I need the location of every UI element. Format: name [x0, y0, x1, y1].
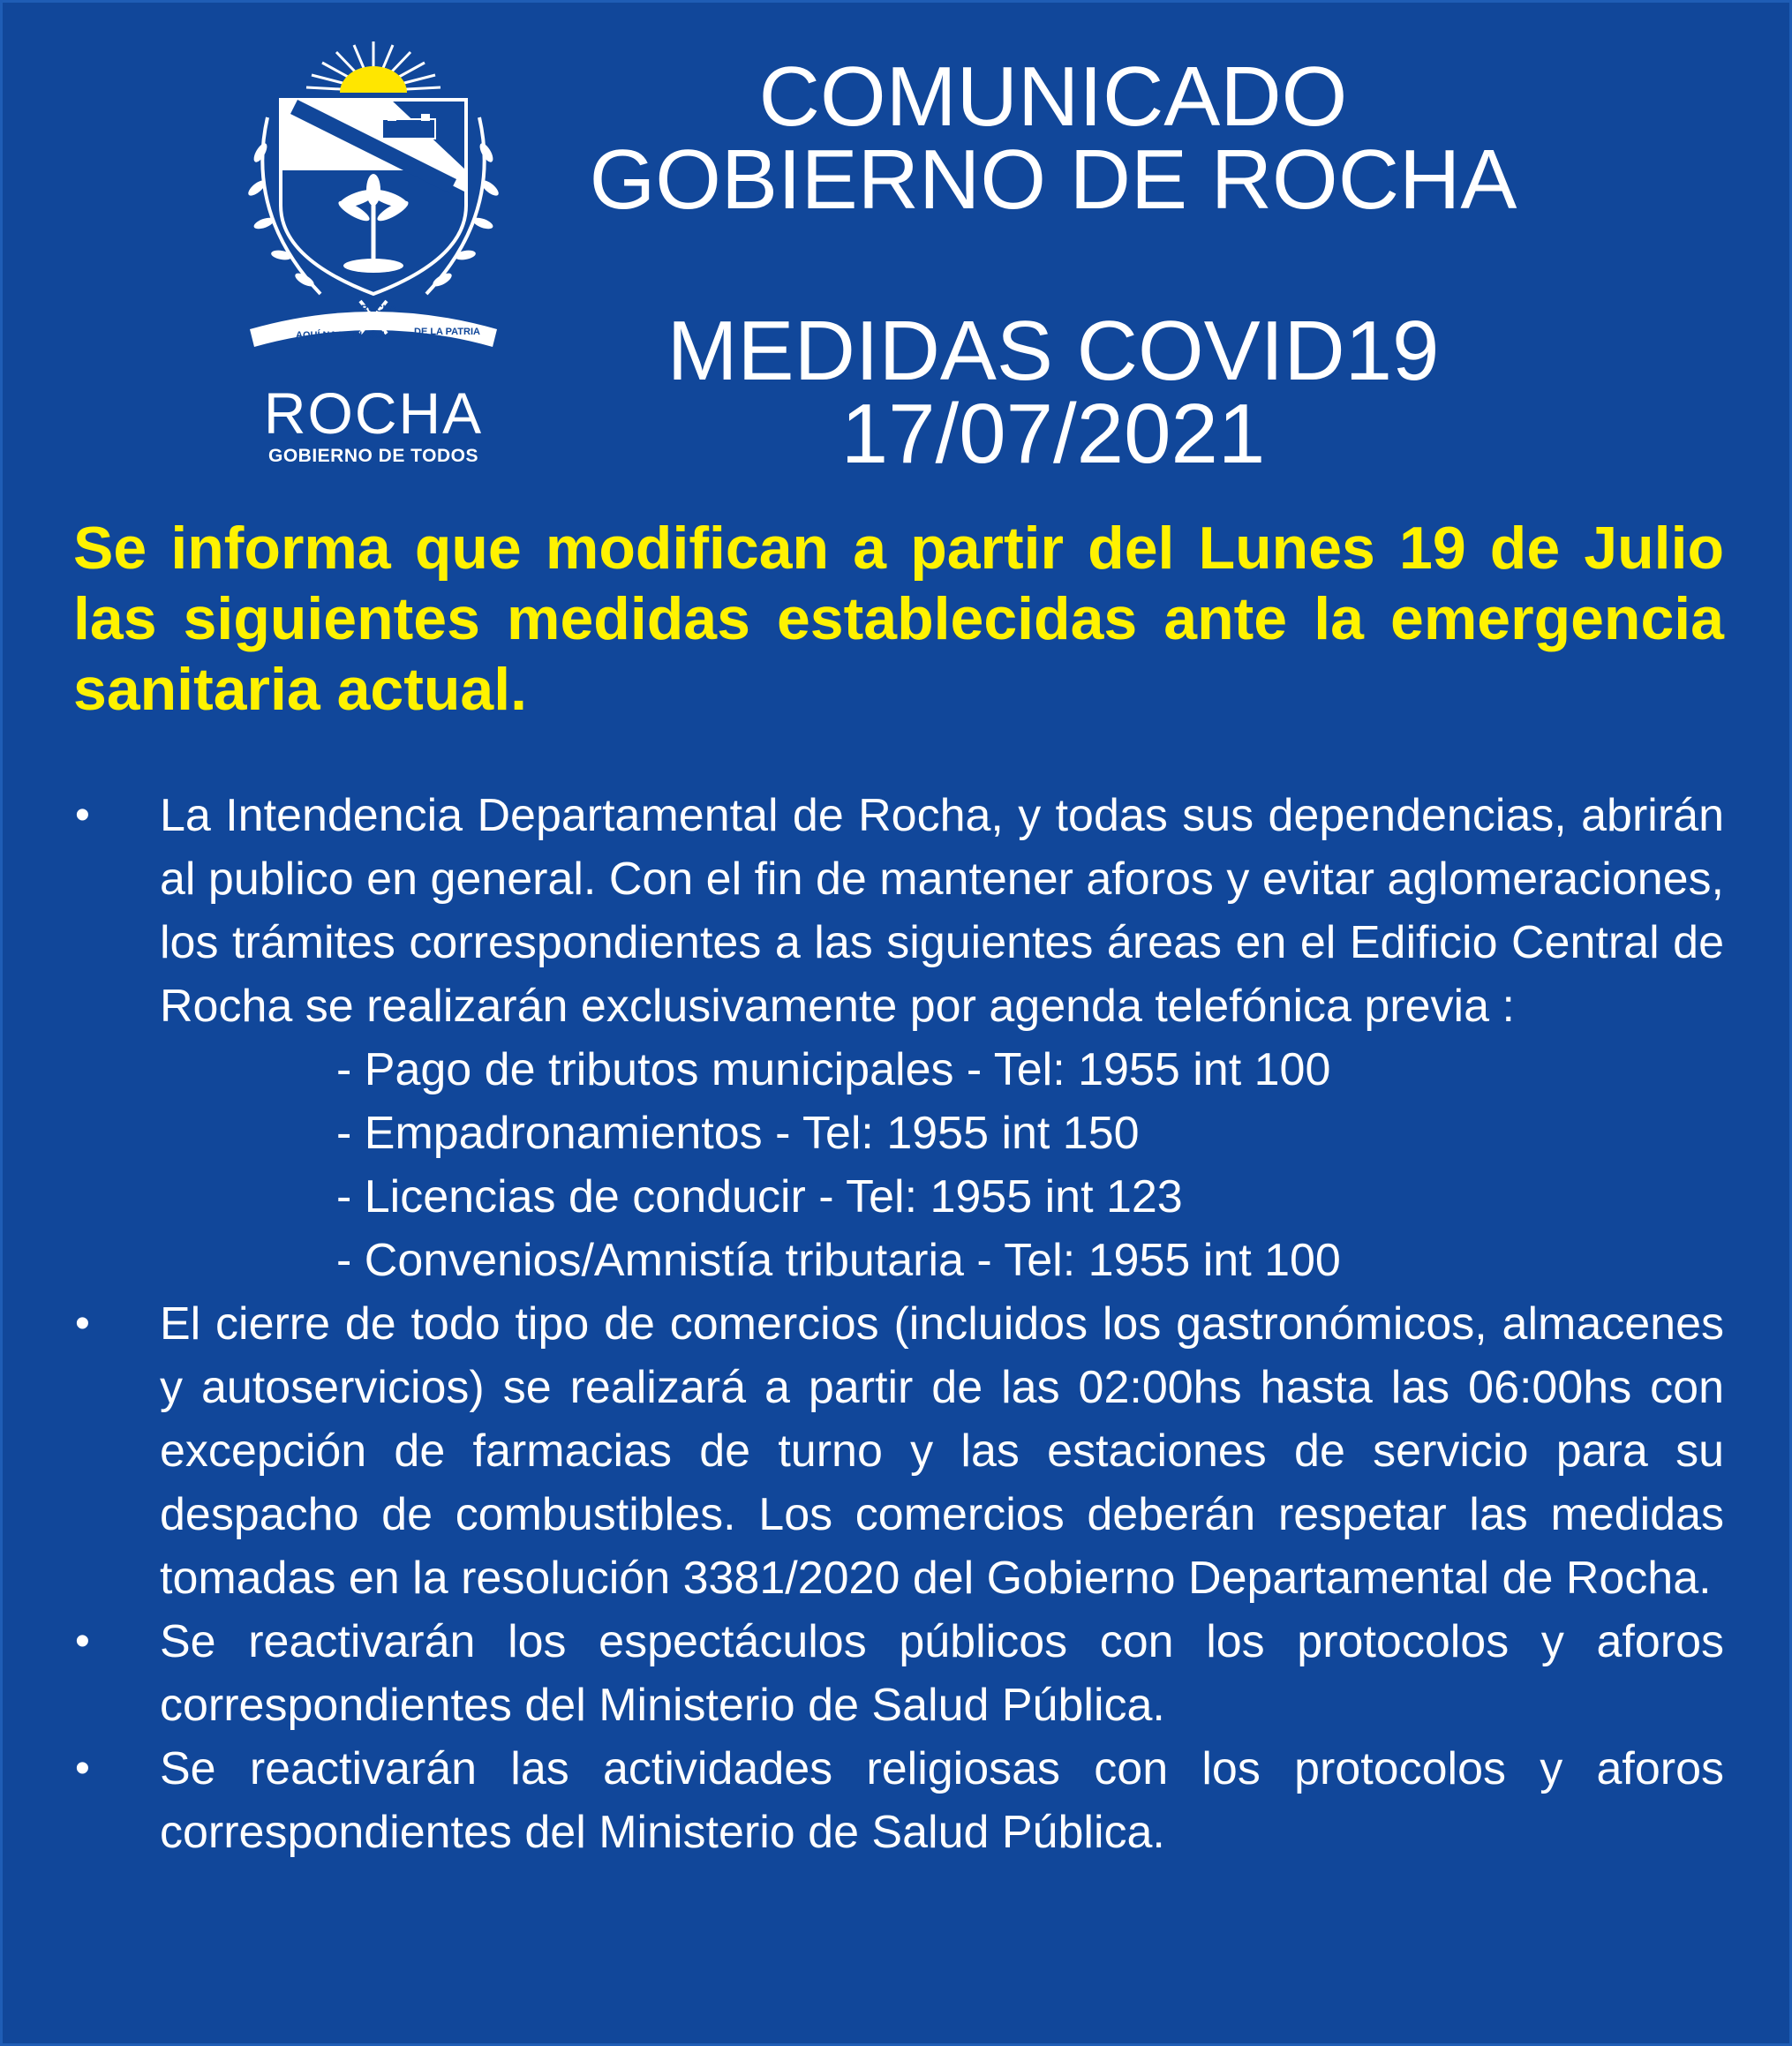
logo-name: ROCHA: [263, 380, 484, 446]
bullet-icon: •: [75, 1745, 90, 1792]
list-item: [64, 1292, 1724, 1610]
svg-text:DE LA PATRIA: DE LA PATRIA: [414, 327, 480, 337]
bullet-icon: •: [75, 1618, 90, 1665]
bullet-icon: •: [75, 792, 90, 839]
measure-text: Se reactivarán las actividades religiosas con los protocolos y aforos correspondientes del Ministerio de Salud Pública.: [160, 1743, 1724, 1858]
measures-list: [64, 784, 1724, 1864]
svg-text:ROCHA: ROCHA: [361, 304, 397, 314]
rocha-coat-of-arms-logo: [241, 38, 506, 466]
phone-sublist: [160, 1038, 1724, 1292]
bullet-icon: •: [75, 1300, 90, 1347]
intro-highlight-text: Se informa que modifican a partir del Lunes 19 de Julio las siguientes medidas establecidas ante la emergencia sanitaria actual.: [73, 515, 1724, 723]
measure-text: Se reactivarán los espectáculos públicos con los protocolos y aforos correspondientes del Ministerio de Salud Pública.: [160, 1616, 1724, 1731]
sublist-item: - Convenios/Amnistía tributaria - Tel: 1955 int 100: [336, 1235, 1341, 1286]
sublist-item: - Pago de tributos municipales - Tel: 1955 int 100: [336, 1044, 1331, 1095]
title-line-medidas: MEDIDAS COVID19: [666, 304, 1440, 398]
list-item: [64, 784, 1724, 1292]
header-title-block: [497, 49, 1609, 481]
measure-text: La Intendencia Departamental de Rocha, y todas sus dependencias, abrirán al publico en general. Con el fin de mantener aforos y evitar aglomeraciones, los trámites correspondientes a las siguientes áreas en el Edificio Central de Rocha se realizarán exclusivamente por agenda telefónica previa :: [160, 790, 1724, 1032]
list-item: [64, 1737, 1724, 1864]
coat-of-arms-icon: [241, 38, 506, 426]
measure-text: El cierre de todo tipo de comercios (incluidos los gastronómicos, almacenes y autoservicios) se realizará a partir de las 02:00hs hasta las 06:00hs con excepción de farmacias de turno y las estaciones de servicio para su despacho de combustibles. Los comercios deberán respetar las medidas tomadas en la resolución 3381/2020 del Gobierno Departamental de Rocha.: [160, 1298, 1724, 1604]
sublist-item: - Empadronamientos - Tel: 1955 int 150: [336, 1108, 1140, 1159]
title-line-gobierno: GOBIERNO DE ROCHA: [589, 132, 1517, 227]
title-line-comunicado: COMUNICADO: [758, 49, 1348, 144]
svg-text:AQUÍ NACE EL SOL: AQUÍ NACE EL SOL: [296, 330, 388, 341]
list-item: [64, 1610, 1724, 1737]
logo-tagline: GOBIERNO DE TODOS: [268, 446, 478, 466]
title-line-date: 17/07/2021: [840, 387, 1266, 481]
sublist-item: - Licencias de conducir - Tel: 1955 int 123: [336, 1171, 1183, 1222]
